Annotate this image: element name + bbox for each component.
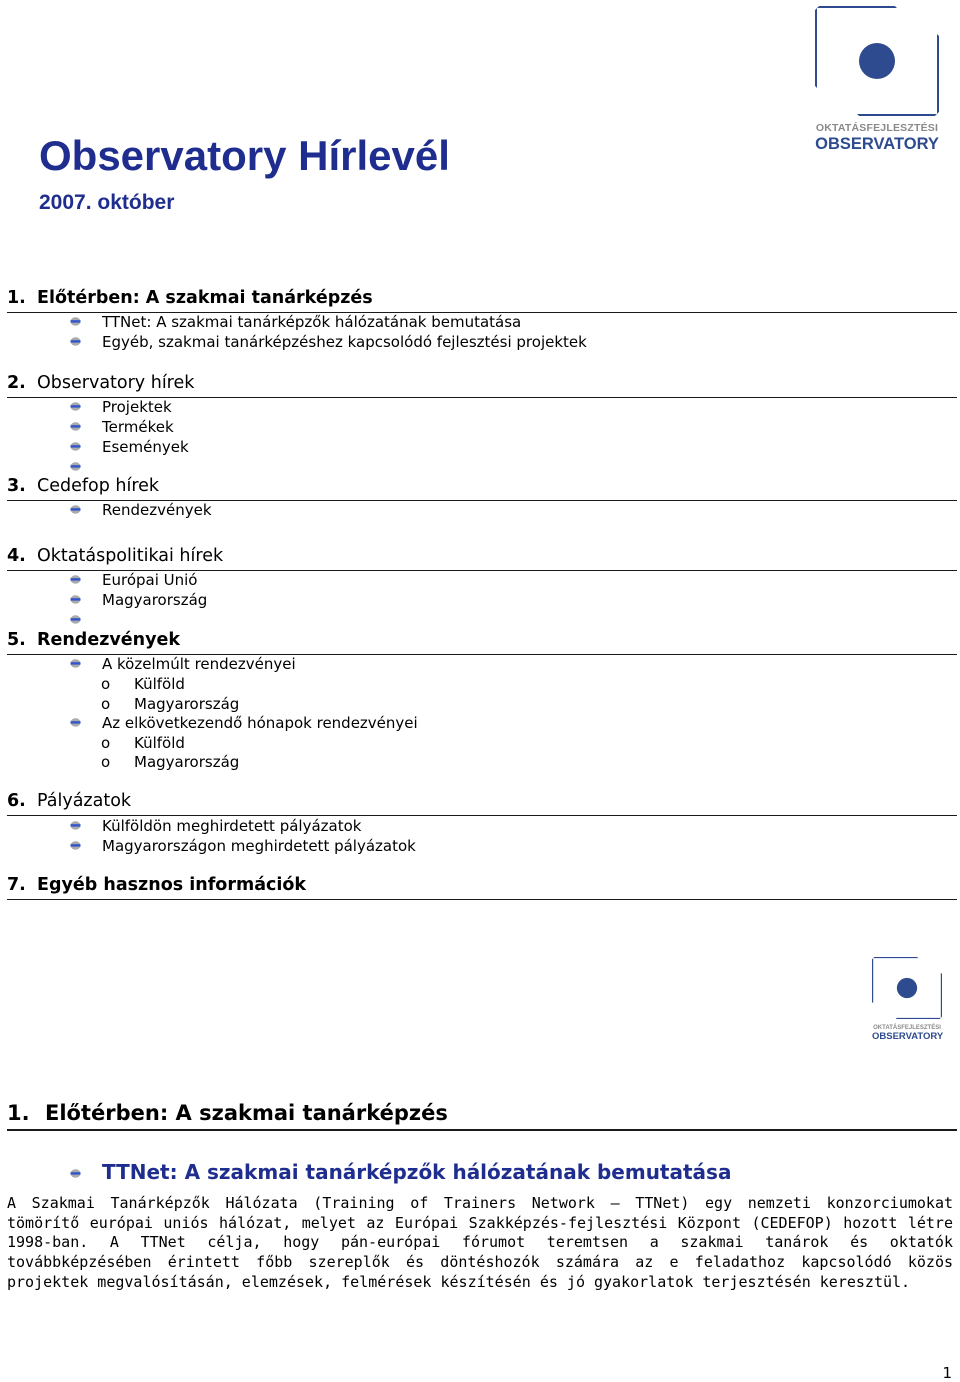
section-heading: 1. Előtérben: A szakmai tanárképzés xyxy=(7,1100,957,1131)
page-number: 1 xyxy=(942,1364,952,1382)
toc-item[interactable]: Európai Unió xyxy=(70,570,197,590)
bullet-icon xyxy=(70,461,102,472)
logo-text-line2: OBSERVATORY xyxy=(872,1031,944,1042)
body-paragraph: A Szakmai Tanárképzők Hálózata (Training of Trainers Network – TTNet) egy nemzeti konzorciumokat tömörítő európai uniós hálózat, melyet az Európai Szakképzés-fejlesztési Központ (CEDEFOP) hozott létre 1998-ban. A TTNet célja, hogy pán-európai fórumot teremtsen a szakmai tanárok és oktatók továbbképzésében érintett főbb szereplők és döntéshozók számára az e feladathoz kapcsolódó közös projektek megvalósításán, elemzések, felmérések készítésén és jó gyakorlatok terjesztésén keresztül. xyxy=(7,1194,953,1291)
toc-item[interactable]: Termékek xyxy=(70,417,174,437)
bullet-icon xyxy=(70,614,102,625)
logo-text-line2: OBSERVATORY xyxy=(815,135,939,153)
bullet-icon xyxy=(70,401,102,412)
toc-section-1[interactable]: 1. Előtérben: A szakmai tanárképzés xyxy=(7,288,957,313)
bullet-icon xyxy=(70,594,102,605)
toc-section-4[interactable]: 4. Oktatáspolitikai hírek xyxy=(7,546,957,571)
toc-item[interactable]: Egyéb, szakmai tanárképzéshez kapcsolódó fejlesztési projektek xyxy=(70,332,587,352)
bullet-icon xyxy=(70,1158,102,1186)
toc-subitem[interactable]: o Külföld xyxy=(101,734,185,752)
bullet-icon xyxy=(70,840,102,851)
bullet-icon xyxy=(70,820,102,831)
toc-item[interactable]: Az elkövetkezendő hónapok rendezvényei xyxy=(70,713,418,733)
bullet-icon xyxy=(70,336,102,347)
toc-subitem[interactable]: o Magyarország xyxy=(101,695,240,713)
toc-item-empty xyxy=(70,610,102,630)
toc-item-empty xyxy=(70,457,102,477)
toc-item[interactable]: A közelmúlt rendezvényei xyxy=(70,654,296,674)
toc-section-6[interactable]: 6. Pályázatok xyxy=(7,791,957,816)
toc-item[interactable]: Projektek xyxy=(70,397,172,417)
toc-item[interactable]: Események xyxy=(70,437,189,457)
logo-emblem-icon xyxy=(872,957,942,1019)
logo-text-line1: OKTATÁSFEJLESZTÉSI xyxy=(815,122,939,134)
toc-section-7[interactable]: 7. Egyéb hasznos információk xyxy=(7,875,957,900)
logo-emblem-icon xyxy=(815,6,939,116)
toc-subitem[interactable]: o Magyarország xyxy=(101,753,240,771)
toc-item[interactable]: TTNet: A szakmai tanárképzők hálózatának bemutatása xyxy=(70,312,521,332)
bullet-icon xyxy=(70,441,102,452)
observatory-logo-large xyxy=(815,6,939,154)
newsletter-title: Observatory Hírlevél xyxy=(39,132,450,179)
bullet-icon xyxy=(70,658,102,669)
toc-item[interactable]: Külföldön meghirdetett pályázatok xyxy=(70,816,361,836)
newsletter-date: 2007. október xyxy=(39,191,175,214)
logo-text-line1: OKTATÁSFEJLESZTÉSI xyxy=(873,1025,941,1031)
bullet-icon xyxy=(70,717,102,728)
toc-item[interactable]: Rendezvények xyxy=(70,500,212,520)
toc-section-5[interactable]: 5. Rendezvények xyxy=(7,630,957,655)
subsection-heading: TTNet: A szakmai tanárképzők hálózatának bemutatása xyxy=(70,1158,731,1186)
bullet-icon xyxy=(70,316,102,327)
toc-item[interactable]: Magyarországon meghirdetett pályázatok xyxy=(70,836,416,856)
bullet-icon xyxy=(70,421,102,432)
bullet-icon xyxy=(70,504,102,515)
bullet-icon xyxy=(70,574,102,585)
observatory-logo-small xyxy=(872,957,944,1042)
toc-section-2[interactable]: 2. Observatory hírek xyxy=(7,373,957,398)
toc-section-3[interactable]: 3. Cedefop hírek xyxy=(7,476,957,501)
toc-subitem[interactable]: o Külföld xyxy=(101,675,185,693)
toc-item[interactable]: Magyarország xyxy=(70,590,207,610)
